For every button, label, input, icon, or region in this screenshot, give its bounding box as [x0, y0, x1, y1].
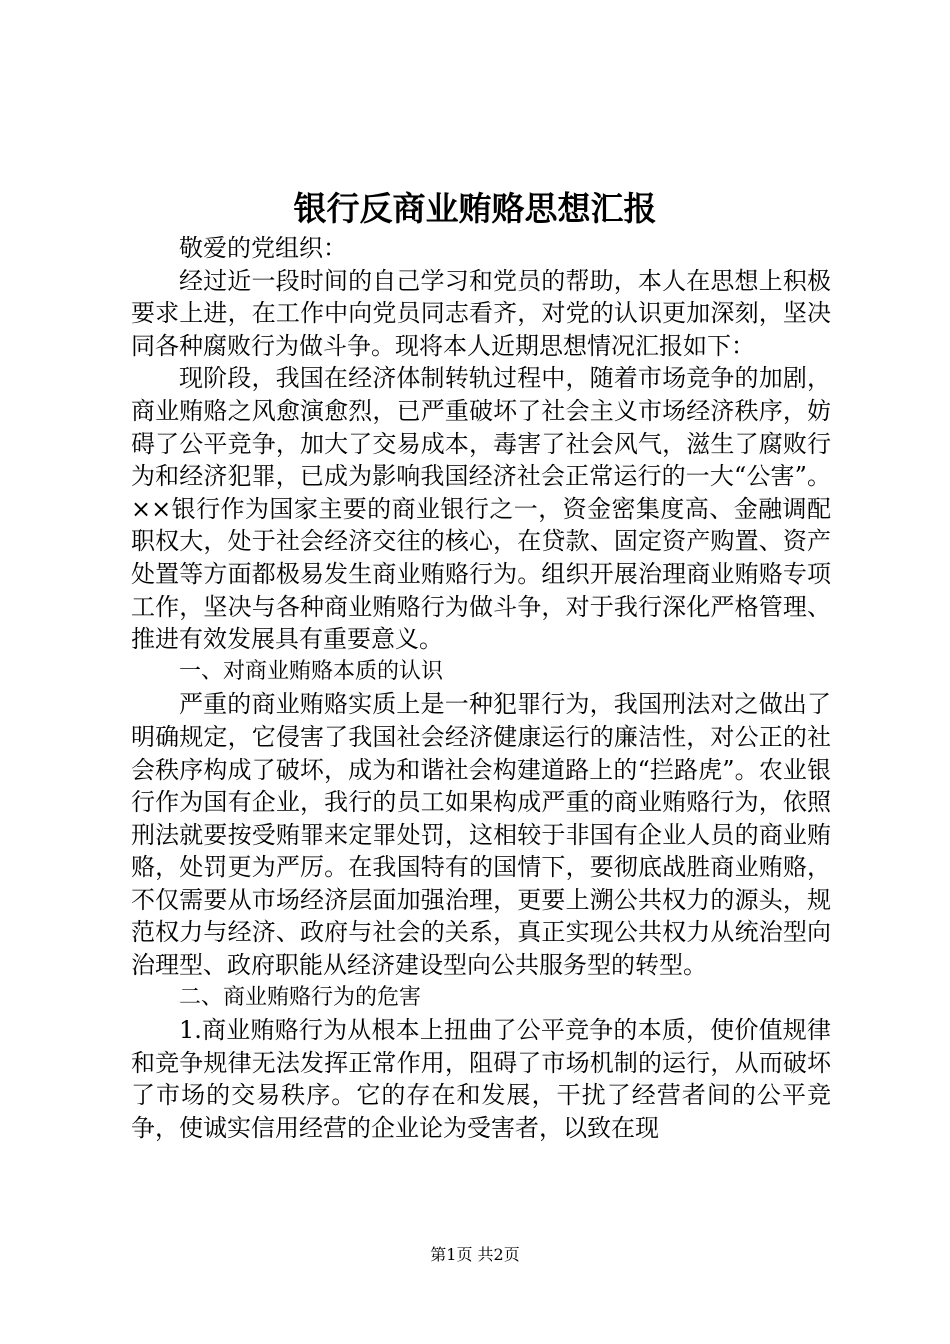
- section-heading-2: 二、商业贿赂行为的危害: [179, 984, 422, 1010]
- document-body: [131, 232, 831, 1145]
- paragraph-background: 现阶段，我国在经济体制转轨过程中，随着市场竞争的加剧，商业贿赂之风愈演愈烈，已严重破坏了社会主义市场经济秩序，妨碍了公平竞争，加大了交易成本，毒害了社会风气，滋生了腐败行为和经济犯罪，已成为影响我国经济社会正常运行的一大“公害”。××银行作为国家主要的商业银行之一，资金密集度高、金融调配职权大，处于社会经济交往的核心，在贷款、固定资产购置、资产处置等方面都极易发生商业贿赂行为。组织开展治理商业贿赂专项工作，坚决与各种商业贿赂行为做斗争，对于我行深化严格管理、推进有效发展具有重要意义。: [131, 364, 831, 654]
- salutation: 敬爱的党组织：: [179, 234, 347, 262]
- section-heading-1: 一、对商业贿赂本质的认识: [179, 658, 444, 684]
- page-footer: 第1页 共2页: [430, 1245, 520, 1264]
- paragraph-harm-1: 1.商业贿赂行为从根本上扭曲了公平竞争的本质，使价值规律和竞争规律无法发挥正常作用，阻碍了市场机制的运行，从而破坏了市场的交易秩序。它的存在和发展，干扰了经营者间的公平竞争，使诚实信用经营的企业论为受害者，以致在现: [131, 1016, 831, 1143]
- document-title: 银行反商业贿赂思想汇报: [293, 189, 657, 228]
- paragraph-intro: 经过近一段时间的自己学习和党员的帮助，本人在思想上积极要求上进，在工作中向党员同志看齐，对党的认识更加深刻，坚决同各种腐败行为做斗争。现将本人近期思想情况汇报如下：: [131, 266, 831, 360]
- paragraph-nature: 严重的商业贿赂实质上是一种犯罪行为，我国刑法对之做出了明确规定，它侵害了我国社会经济健康运行的廉洁性，对公正的社会秩序构成了破坏，成为和谐社会构建道路上的“拦路虎”。农业银行作为国有企业，我行的员工如果构成严重的商业贿赂行为，依照刑法就要按受贿罪来定罪处罚，这相较于非国有企业人员的商业贿赂，处罚更为严厉。在我国特有的国情下，要彻底战胜商业贿赂，不仅需要从市场经济层面加强治理，更要上溯公共权力的源头，规范权力与经济、政府与社会的关系，真正实现公共权力从统治型向治理型、政府职能从经济建设型向公共服务型的转型。: [131, 690, 831, 980]
